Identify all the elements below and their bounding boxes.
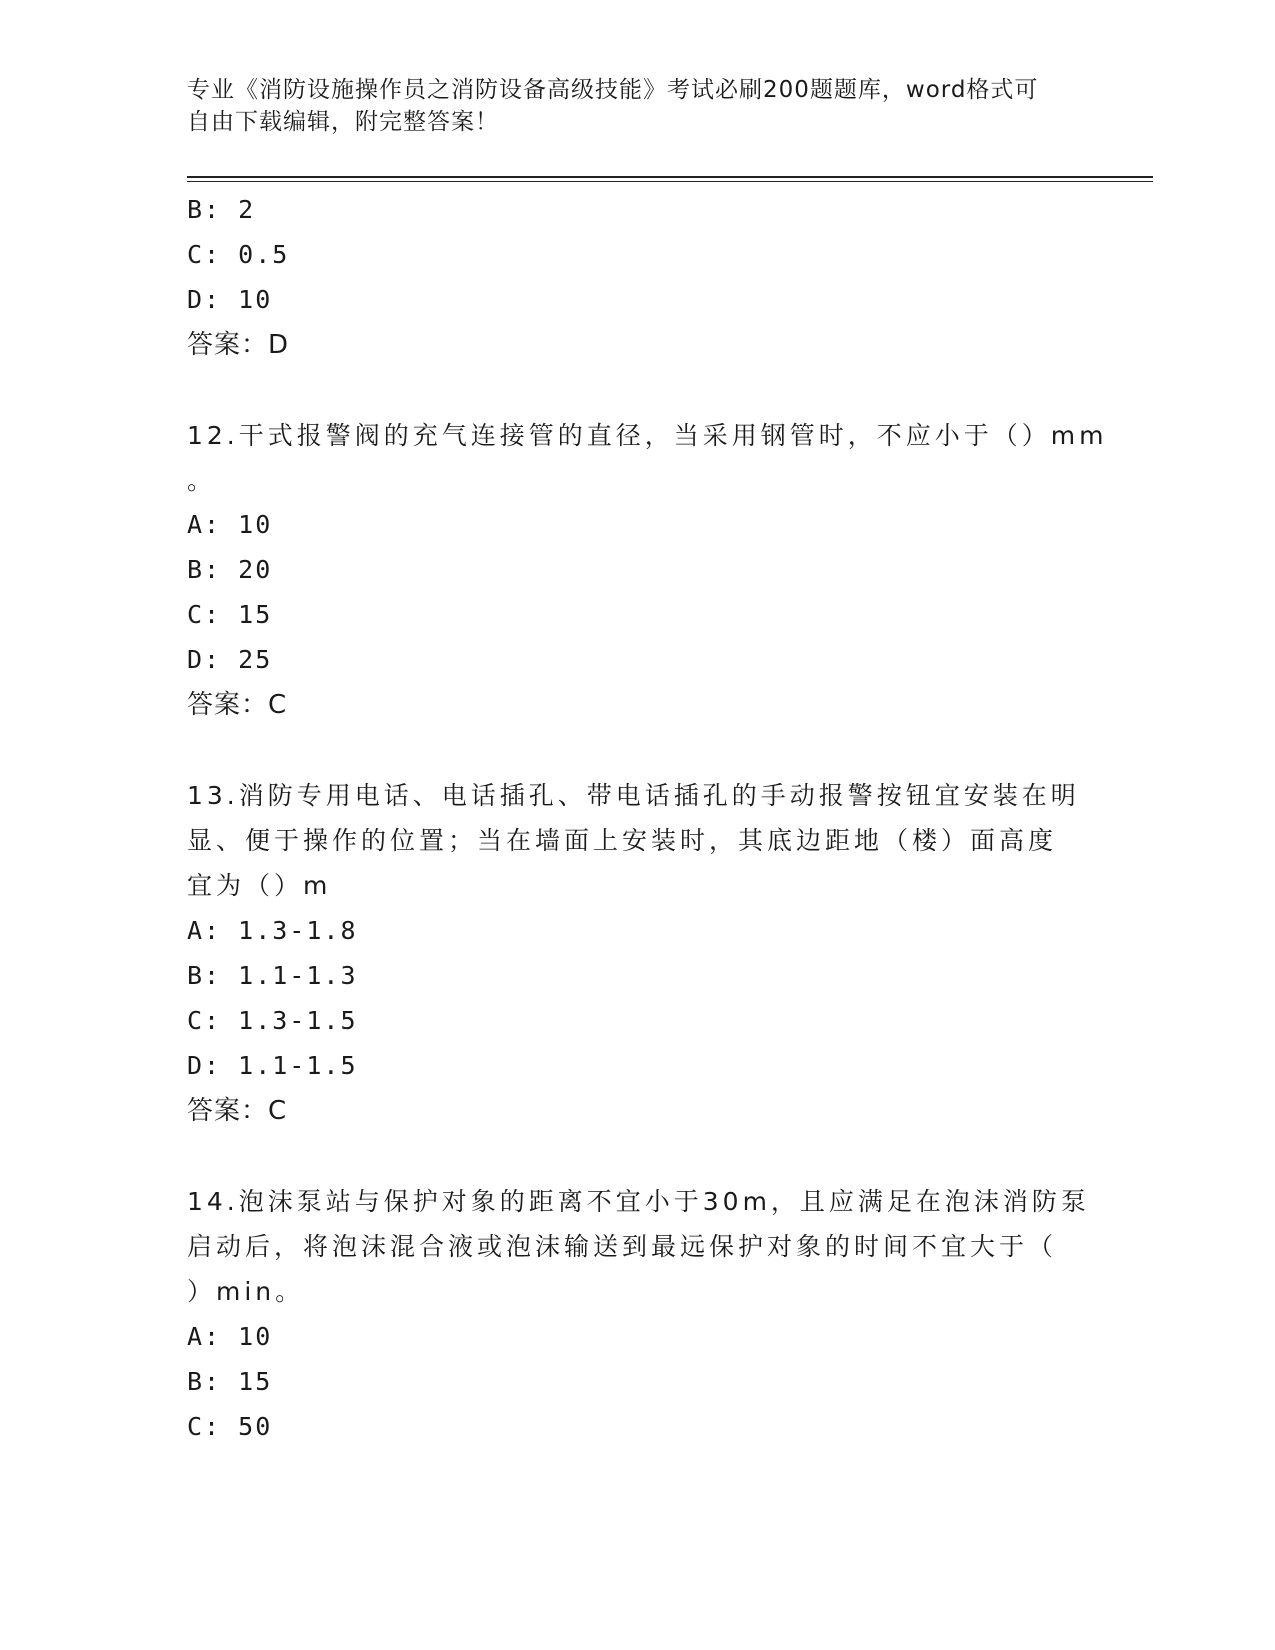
q14-option-b: B: 15 [187, 1367, 273, 1396]
q12-option-d: D: 25 [187, 645, 273, 674]
q13-option-c: C: 1.3-1.5 [187, 1006, 358, 1035]
q11-option-d: D: 10 [187, 285, 273, 314]
q14-text-line-2: 启动后，将泡沫混合液或泡沫输送到最远保护对象的时间不宜大于（ [187, 1232, 1058, 1261]
header-line-1: 专业《消防设施操作员之消防设备高级技能》考试必刷200题题库，word格式可 [187, 77, 1039, 103]
q14-option-a: A: 10 [187, 1322, 273, 1351]
header-line-2: 自由下载编辑，附完整答案！ [187, 109, 499, 135]
q11-option-b: B: 2 [187, 195, 256, 224]
q11-option-c: C: 0.5 [187, 240, 290, 269]
q14-text-line-1: 14.泡沫泵站与保护对象的距离不宜小于30m，且应满足在泡沫消防泵 [187, 1187, 1090, 1216]
q12-text-line-2: 。 [187, 466, 217, 495]
q13-option-d: D: 1.1-1.5 [187, 1051, 358, 1080]
q13-text-line-3: 宜为（）m [187, 871, 332, 900]
header-rule-thin [187, 181, 1153, 182]
q13-text-line-2: 显、便于操作的位置；当在墙面上安装时，其底边距地（楼）面高度 [187, 826, 1058, 855]
q14-option-c: C: 50 [187, 1412, 273, 1441]
q13-option-a: A: 1.3-1.8 [187, 916, 358, 945]
header-rule-thick [187, 176, 1153, 178]
q12-option-b: B: 20 [187, 555, 273, 584]
q12-text-line-1: 12.干式报警阀的充气连接管的直径，当采用钢管时，不应小于（）mm [187, 421, 1108, 450]
q12-answer: 答案：C [187, 690, 288, 720]
document-header [187, 74, 1067, 138]
q12-option-c: C: 15 [187, 600, 273, 629]
q14-text-line-3: ）min。 [187, 1277, 305, 1306]
q11-answer: 答案：D [187, 330, 290, 360]
q12-option-a: A: 10 [187, 510, 273, 539]
q13-option-b: B: 1.1-1.3 [187, 961, 358, 990]
q13-text-line-1: 13.消防专用电话、电话插孔、带电话插孔的手动报警按钮宜安装在明 [187, 781, 1080, 810]
q13-answer: 答案：C [187, 1096, 288, 1126]
